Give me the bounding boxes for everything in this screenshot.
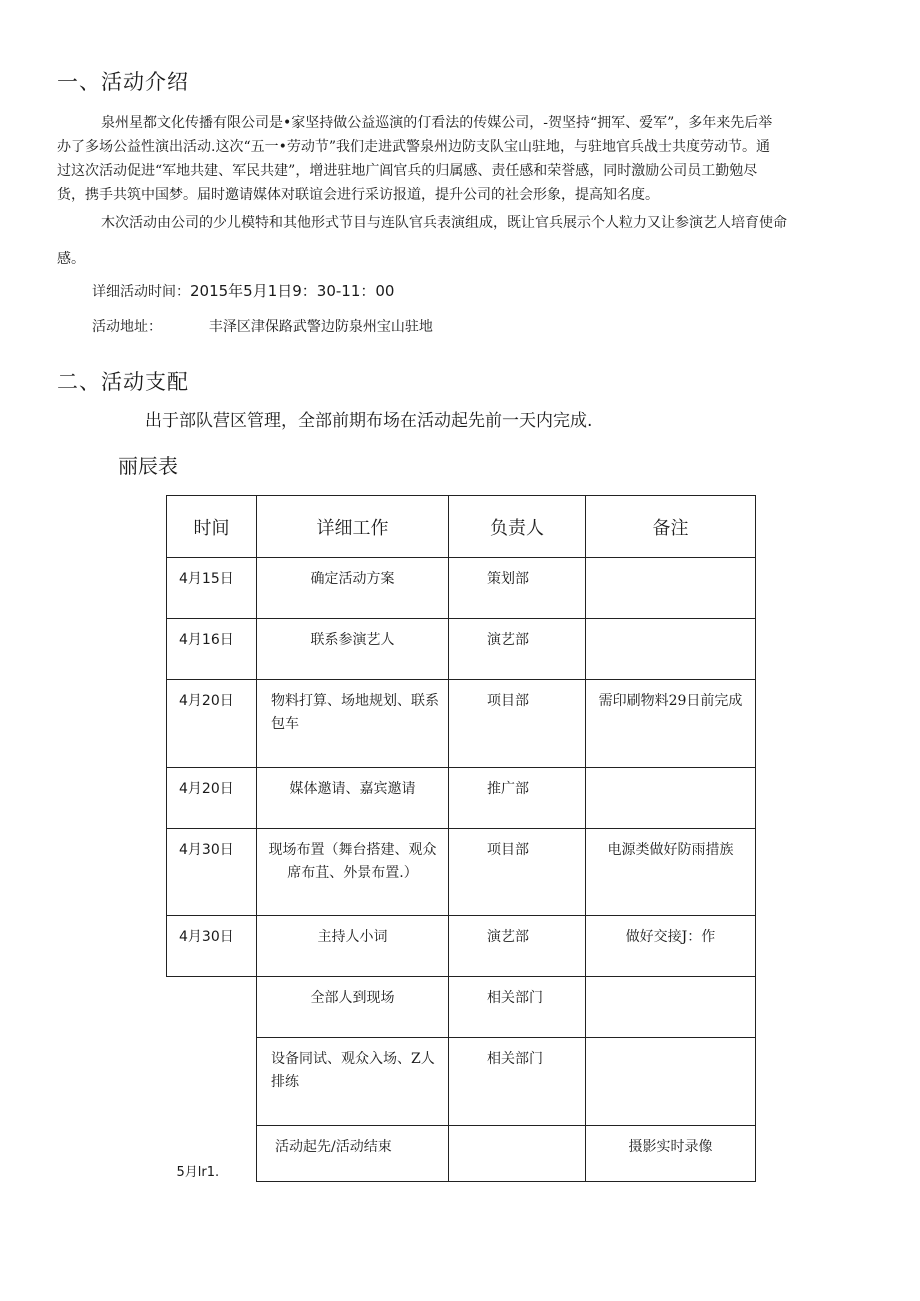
row-note <box>586 1038 756 1126</box>
final-date-cell <box>167 977 257 1182</box>
table-row <box>167 680 756 768</box>
row-owner <box>449 1126 586 1182</box>
row-note: 摄影实时录像 <box>586 1126 756 1182</box>
activity-time-label: 详细活动时间： <box>92 284 190 300</box>
preparation-note: 出于部队营区管理，全部前期布场在活动起先前一天内完成. <box>145 411 593 431</box>
row-owner: 项目部 <box>449 829 586 916</box>
activity-place-value: 丰泽区津保路武警边防泉州宝山驻地 <box>208 319 433 335</box>
row-task-text: 设备同试、观众入场、Z人排练 <box>271 1051 435 1090</box>
row-date: 4月30日 <box>167 916 257 977</box>
intro-paragraph <box>57 111 863 207</box>
schedule-table <box>166 495 756 1182</box>
table-row <box>167 768 756 829</box>
activity-place <box>92 316 433 336</box>
section1-title: 一、活动介绍 <box>57 70 189 94</box>
row-task: 确定活动方案 <box>257 558 449 619</box>
row-note: 做好交接J：作 <box>586 916 756 977</box>
row-owner: 相关部门 <box>449 1038 586 1126</box>
activity-place-label: 活动地址： <box>92 319 162 335</box>
intro-line-4: 货，携手共筑中国梦。届时邀请媒体对联谊会进行采访报道，提升公司的社会形象，提高知名度。 <box>57 187 659 203</box>
activity-time-value: 2015年5月1日9：30-11：00 <box>190 282 395 300</box>
row-task: 联系参演艺人 <box>257 619 449 680</box>
row-owner: 演艺部 <box>449 916 586 977</box>
row-task: 媒体邀请、嘉宾邀请 <box>257 768 449 829</box>
row-task: 活动起先/活动结束 <box>257 1126 449 1182</box>
header-note: 备注 <box>586 496 756 558</box>
header-task: 详细工作 <box>257 496 449 558</box>
intro-line-2: 办了多场公益性演出活动.这次“五一•劳动节”我们走进武警泉州边防支队宝山驻地，与驻地官兵战士共度劳动节。通 <box>57 139 771 155</box>
table-row <box>167 829 756 916</box>
table-row <box>167 977 756 1038</box>
table-row <box>167 916 756 977</box>
section2-title: 二、活动支配 <box>57 370 189 394</box>
activity-time <box>92 280 394 301</box>
row-note <box>586 977 756 1038</box>
row-task <box>257 829 449 916</box>
table-header-row <box>167 496 756 558</box>
row-note <box>586 558 756 619</box>
row-owner: 相关部门 <box>449 977 586 1038</box>
row-note: 电源类做好防雨措族 <box>586 829 756 916</box>
row-note <box>586 619 756 680</box>
row-owner: 项目部 <box>449 680 586 768</box>
row-date: 4月30日 <box>167 829 257 916</box>
row-task <box>257 680 449 768</box>
row-task: 主持人小词 <box>257 916 449 977</box>
row-owner: 策划部 <box>449 558 586 619</box>
row-task: 全部人到现场 <box>257 977 449 1038</box>
row-note: 需印刷物料29日前完成 <box>586 680 756 768</box>
row-date: 4月15日 <box>167 558 257 619</box>
row-task-text: 物料打算、场地规划、联系包车 <box>271 693 439 732</box>
row-date: 4月16日 <box>167 619 257 680</box>
header-time: 时间 <box>167 496 257 558</box>
final-date: 5月lr1. <box>176 1164 220 1180</box>
row-date: 4月20日 <box>167 680 257 768</box>
intro-line-1: 泉州星都文化传播有限公司是•家坚持做公益巡演的仃看法的传媒公司，-贺坚持“拥军、爱军”，多年来先后举 <box>101 115 773 131</box>
row-task-text: 现场布置（舞台搭建、观众席布苴、外景布置.） <box>268 842 437 881</box>
row-note <box>586 768 756 829</box>
row-task <box>257 1038 449 1126</box>
table-row <box>167 619 756 680</box>
schedule-title: 丽辰表 <box>118 454 178 478</box>
intro-line-3: 过这次活动促进“军地共建、军民共建”，增进驻地广阊官兵的归属感、责任感和荣誉感，同时激励公司员工勤勉尽 <box>57 163 758 179</box>
row-date: 4月20日 <box>167 768 257 829</box>
header-owner: 负责人 <box>449 496 586 558</box>
composition-line-2: 感。 <box>57 251 85 267</box>
row-owner: 推广部 <box>449 768 586 829</box>
composition-paragraph <box>57 205 863 277</box>
row-owner: 演艺部 <box>449 619 586 680</box>
table-row <box>167 558 756 619</box>
composition-line-1: 木次活动由公司的少儿模特和其他形式节目与连队官兵表演组成，既让官兵展示个人粒力又让参演艺人培育使命 <box>101 215 787 231</box>
